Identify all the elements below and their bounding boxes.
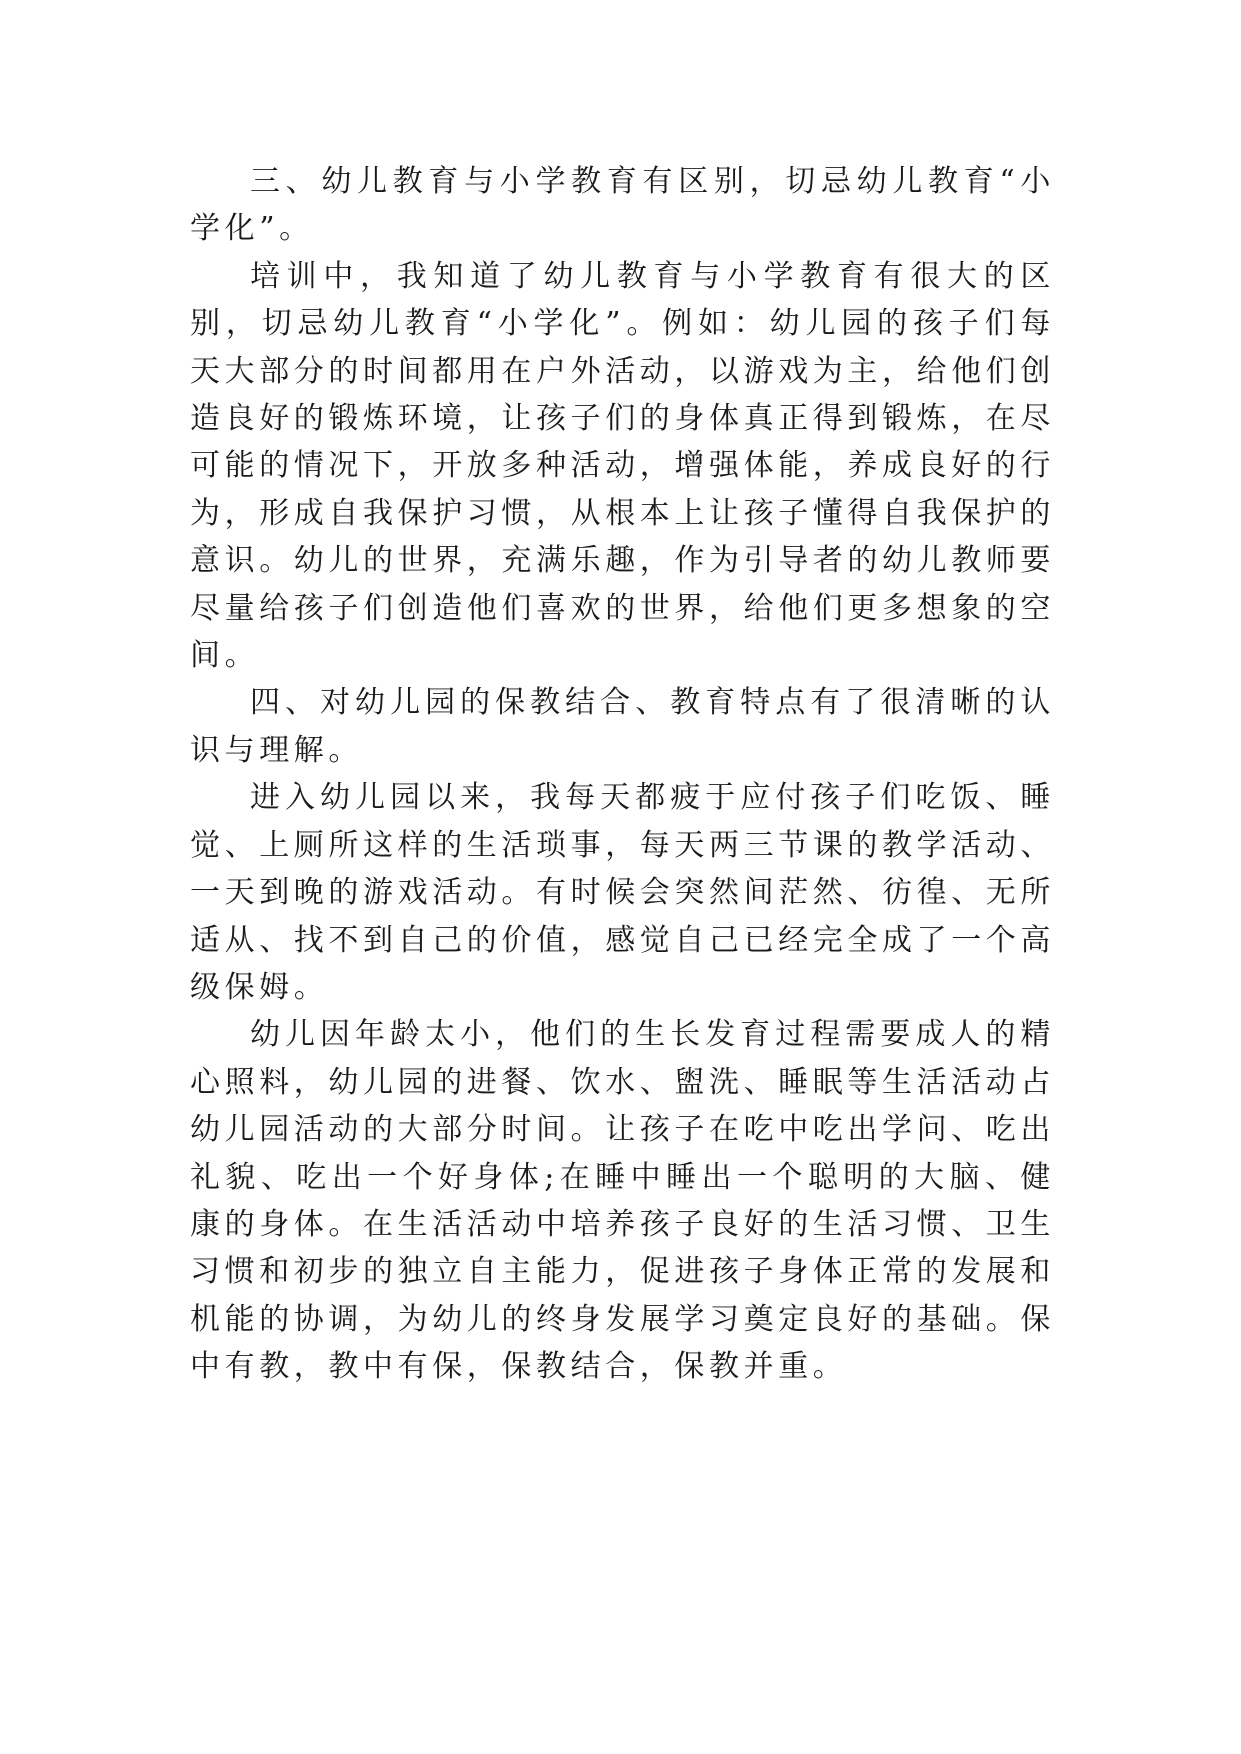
section-heading-4: 四、对幼儿园的保教结合、教育特点有了很清晰的认识与理解。 <box>190 685 1055 768</box>
document-body <box>190 158 1055 1391</box>
body-paragraph: 培训中，我知道了幼儿教育与小学教育有很大的区别，切忌幼儿教育“小学化”。例如：幼儿园的孩子们每天大部分的时间都用在户外活动，以游戏为主，给他们创造良好的锻炼环境，让孩子们的身体真正得到锻炼，在尽可能的情况下，开放多种活动，增强体能，养成良好的行为，形成自我保护习惯，从根本上让孩子懂得自我保护的意识。幼儿的世界，充满乐趣，作为引导者的幼儿教师要尽量给孩子们创造他们喜欢的世界，给他们更多想象的空间。 <box>190 258 1055 674</box>
body-paragraph: 幼儿因年龄太小，他们的生长发育过程需要成人的精心照料，幼儿园的进餐、饮水、盥洗、睡眠等生活活动占幼儿园活动的大部分时间。让孩子在吃中吃出学问、吃出礼貌、吃出一个好身体;在睡中睡出一个聪明的大脑、健康的身体。在生活活动中培养孩子良好的生活习惯、卫生习惯和初步的独立自主能力，促进孩子身体正常的发展和机能的协调，为幼儿的终身发展学习奠定良好的基础。保中有教，教中有保，保教结合，保教并重。 <box>190 1017 1055 1385</box>
body-paragraph: 进入幼儿园以来，我每天都疲于应付孩子们吃饭、睡觉、上厕所这样的生活琐事，每天两三节课的教学活动、一天到晚的游戏活动。有时候会突然间茫然、彷徨、无所适从、找不到自己的价值，感觉自己已经完全成了一个高级保姆。 <box>190 780 1055 1005</box>
section-heading-3: 三、幼儿教育与小学教育有区别，切忌幼儿教育“小学化”。 <box>190 164 1055 247</box>
